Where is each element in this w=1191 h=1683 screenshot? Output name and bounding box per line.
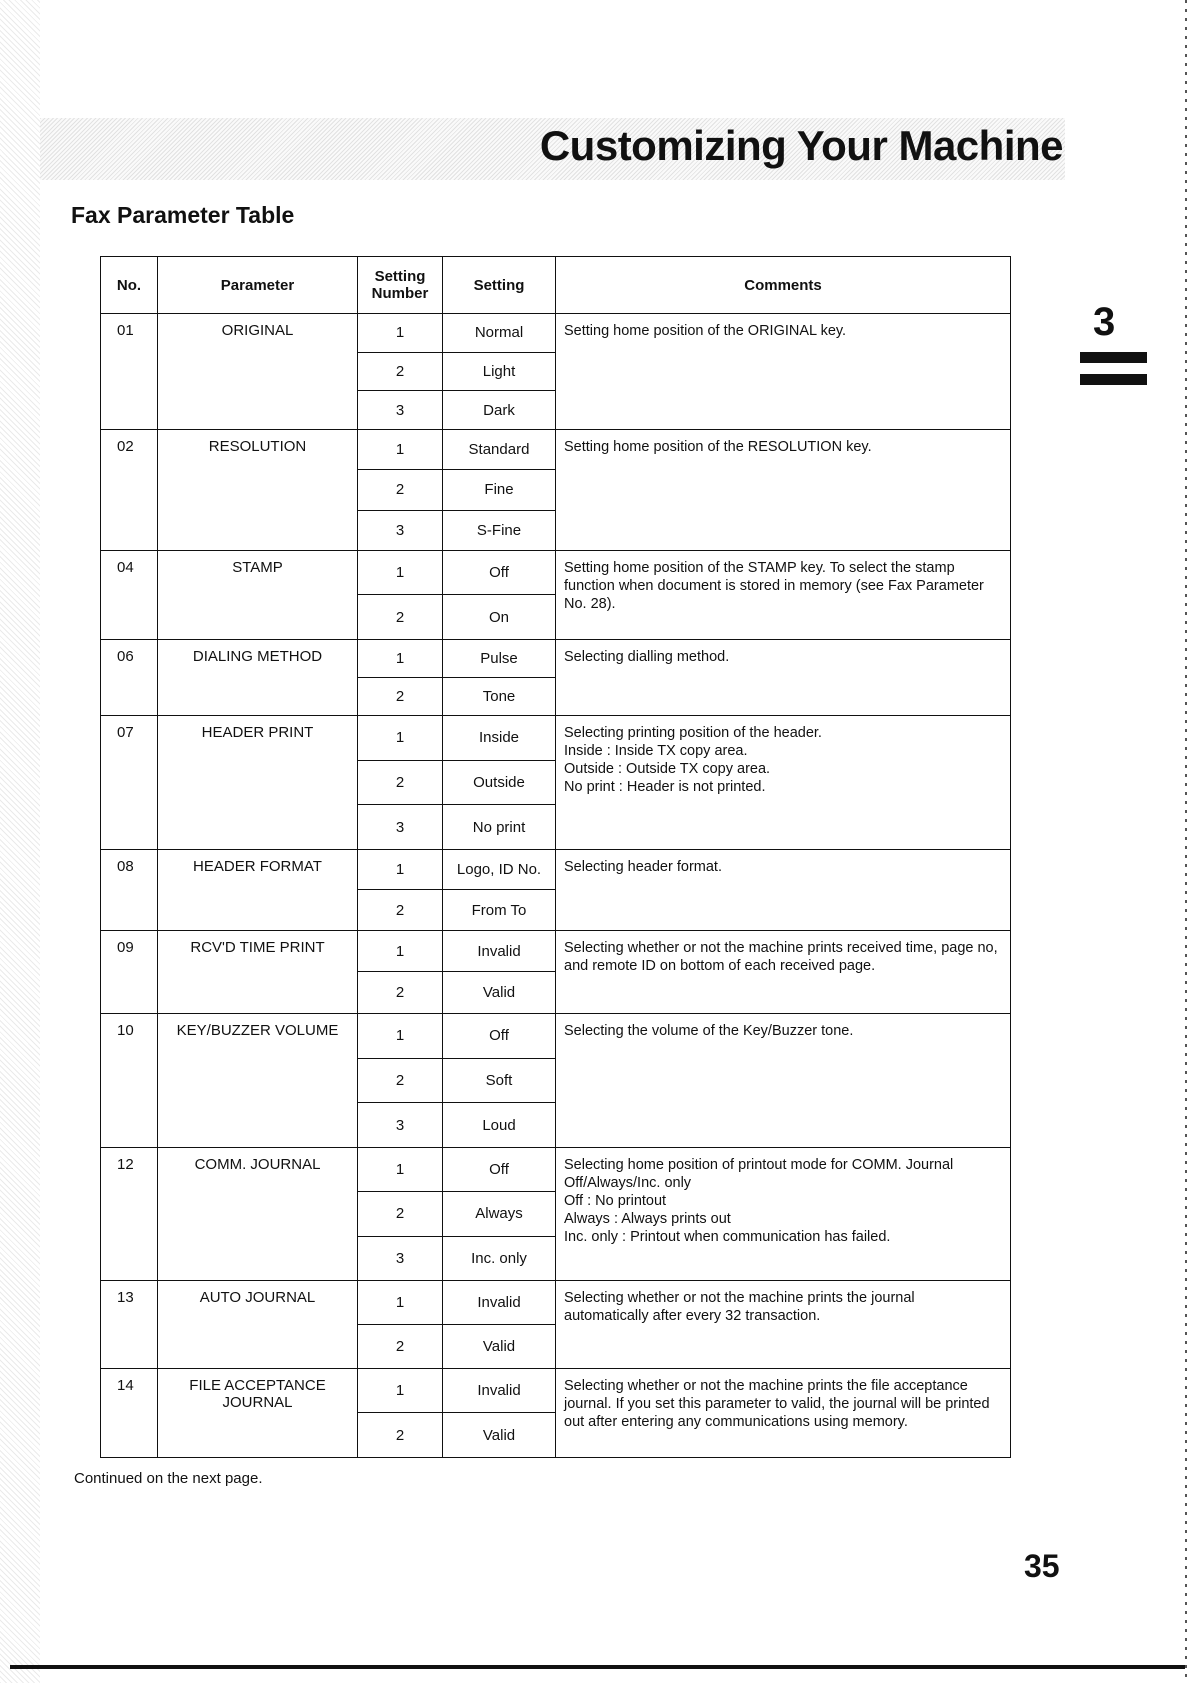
- setting-number: 2: [358, 677, 443, 715]
- table-header-row: [101, 257, 1011, 314]
- setting-value: Normal: [443, 314, 556, 353]
- setting-value: Fine: [443, 470, 556, 510]
- param-no: 06: [101, 639, 158, 715]
- setting-value: No print: [443, 805, 556, 850]
- setting-value: Pulse: [443, 639, 556, 677]
- setting-value: From To: [443, 890, 556, 931]
- setting-value: Outside: [443, 760, 556, 805]
- setting-value: Valid: [443, 972, 556, 1014]
- param-no: 10: [101, 1013, 158, 1147]
- table-row: [101, 930, 1011, 972]
- setting-number: 1: [358, 1368, 443, 1413]
- setting-number: 2: [358, 1324, 443, 1368]
- param-comment: Setting home position of the STAMP key. To select the stamp function when document is stored in memory (see Fax Parameter No. 28).: [556, 550, 1011, 639]
- setting-number: 2: [358, 972, 443, 1014]
- chapter-bar: [1080, 374, 1147, 385]
- setting-value: Soft: [443, 1058, 556, 1103]
- setting-value: Valid: [443, 1413, 556, 1458]
- param-name: HEADER PRINT: [158, 715, 358, 849]
- setting-number: 1: [358, 1147, 443, 1191]
- setting-number: 1: [358, 550, 443, 595]
- setting-number: 2: [358, 1192, 443, 1236]
- setting-value: Off: [443, 1147, 556, 1191]
- param-name: ORIGINAL: [158, 314, 358, 430]
- table-row: [101, 550, 1011, 595]
- setting-value: Standard: [443, 429, 556, 469]
- setting-number: 2: [358, 890, 443, 931]
- page-edge: [1185, 0, 1187, 1683]
- table-row: [101, 639, 1011, 677]
- col-header-setting: Setting: [443, 257, 556, 314]
- setting-number: 3: [358, 1236, 443, 1280]
- setting-value: Off: [443, 1013, 556, 1058]
- page-title: Customizing Your Machine: [539, 122, 1063, 169]
- param-comment: Selecting printing position of the header. Inside : Inside TX copy area. Outside : Outside TX copy area. No print : Header is not printed.: [556, 715, 1011, 849]
- setting-number: 3: [358, 1103, 443, 1148]
- setting-number: 1: [358, 1280, 443, 1324]
- setting-value: Always: [443, 1192, 556, 1236]
- param-no: 08: [101, 849, 158, 930]
- setting-value: Dark: [443, 391, 556, 430]
- table-row: [101, 1280, 1011, 1324]
- table-row: [101, 849, 1011, 890]
- setting-value: Off: [443, 550, 556, 595]
- setting-number: 1: [358, 930, 443, 972]
- setting-value: Invalid: [443, 930, 556, 972]
- setting-value: Inside: [443, 715, 556, 760]
- setting-number: 2: [358, 760, 443, 805]
- param-name: DIALING METHOD: [158, 639, 358, 715]
- param-no: 02: [101, 429, 158, 550]
- page-number: 35: [1024, 1548, 1060, 1584]
- param-comment: Selecting home position of printout mode for COMM. Journal Off/Always/Inc. only Off : No printout Always : Always prints out Inc. only : Printout when communication has failed.: [556, 1147, 1011, 1280]
- table-row: [101, 1147, 1011, 1191]
- param-no: 13: [101, 1280, 158, 1368]
- param-no: 14: [101, 1368, 158, 1457]
- param-no: 12: [101, 1147, 158, 1280]
- param-no: 07: [101, 715, 158, 849]
- chapter-bar: [1080, 352, 1147, 363]
- section-title: Fax Parameter Table: [71, 202, 295, 228]
- setting-value: Inc. only: [443, 1236, 556, 1280]
- col-header-setting-number: Setting Number: [358, 257, 443, 314]
- table-row: [101, 715, 1011, 760]
- col-header-comments: Comments: [556, 257, 1011, 314]
- setting-number: 1: [358, 715, 443, 760]
- setting-value: Tone: [443, 677, 556, 715]
- param-name: STAMP: [158, 550, 358, 639]
- param-comment: Selecting whether or not the machine prints the file acceptance journal. If you set this parameter to valid, the journal will be printed out after entering any communications using memory.: [556, 1368, 1011, 1457]
- setting-number: 3: [358, 510, 443, 550]
- setting-number: 1: [358, 849, 443, 890]
- setting-number: 2: [358, 1413, 443, 1458]
- param-name: HEADER FORMAT: [158, 849, 358, 930]
- setting-number: 2: [358, 1058, 443, 1103]
- param-name: AUTO JOURNAL: [158, 1280, 358, 1368]
- setting-number: 2: [358, 470, 443, 510]
- param-name: RESOLUTION: [158, 429, 358, 550]
- setting-number: 2: [358, 352, 443, 391]
- param-no: 01: [101, 314, 158, 430]
- setting-value: On: [443, 595, 556, 640]
- param-comment: Selecting whether or not the machine prints the journal automatically after every 32 transaction.: [556, 1280, 1011, 1368]
- setting-value: Invalid: [443, 1280, 556, 1324]
- setting-value: Logo, ID No.: [443, 849, 556, 890]
- param-comment: Setting home position of the RESOLUTION key.: [556, 429, 1011, 550]
- fax-parameter-table: [100, 256, 1011, 1458]
- setting-value: Loud: [443, 1103, 556, 1148]
- param-comment: Selecting the volume of the Key/Buzzer tone.: [556, 1013, 1011, 1147]
- setting-number: 1: [358, 1013, 443, 1058]
- chapter-number: 3: [1093, 300, 1116, 344]
- table-row: [101, 429, 1011, 469]
- param-name: KEY/BUZZER VOLUME: [158, 1013, 358, 1147]
- param-name: COMM. JOURNAL: [158, 1147, 358, 1280]
- table-row: [101, 1013, 1011, 1058]
- col-header-no: No.: [101, 257, 158, 314]
- setting-number: 1: [358, 314, 443, 353]
- setting-value: Valid: [443, 1324, 556, 1368]
- setting-number: 2: [358, 595, 443, 640]
- setting-number: 3: [358, 805, 443, 850]
- table-row: [101, 1368, 1011, 1413]
- param-comment: Setting home position of the ORIGINAL key.: [556, 314, 1011, 430]
- param-comment: Selecting dialling method.: [556, 639, 1011, 715]
- continued-note: Continued on the next page.: [74, 1470, 263, 1487]
- bottom-rule: [10, 1665, 1185, 1669]
- setting-value: Light: [443, 352, 556, 391]
- param-no: 04: [101, 550, 158, 639]
- param-comment: Selecting header format.: [556, 849, 1011, 930]
- table-row: [101, 314, 1011, 353]
- setting-number: 1: [358, 429, 443, 469]
- setting-number: 3: [358, 391, 443, 430]
- setting-number: 1: [358, 639, 443, 677]
- param-name: FILE ACCEPTANCE JOURNAL: [158, 1368, 358, 1457]
- scan-speckle: [0, 0, 40, 1683]
- param-comment: Selecting whether or not the machine prints received time, page no, and remote ID on bottom of each received page.: [556, 930, 1011, 1013]
- setting-value: S-Fine: [443, 510, 556, 550]
- setting-value: Invalid: [443, 1368, 556, 1413]
- param-no: 09: [101, 930, 158, 1013]
- param-name: RCV'D TIME PRINT: [158, 930, 358, 1013]
- col-header-parameter: Parameter: [158, 257, 358, 314]
